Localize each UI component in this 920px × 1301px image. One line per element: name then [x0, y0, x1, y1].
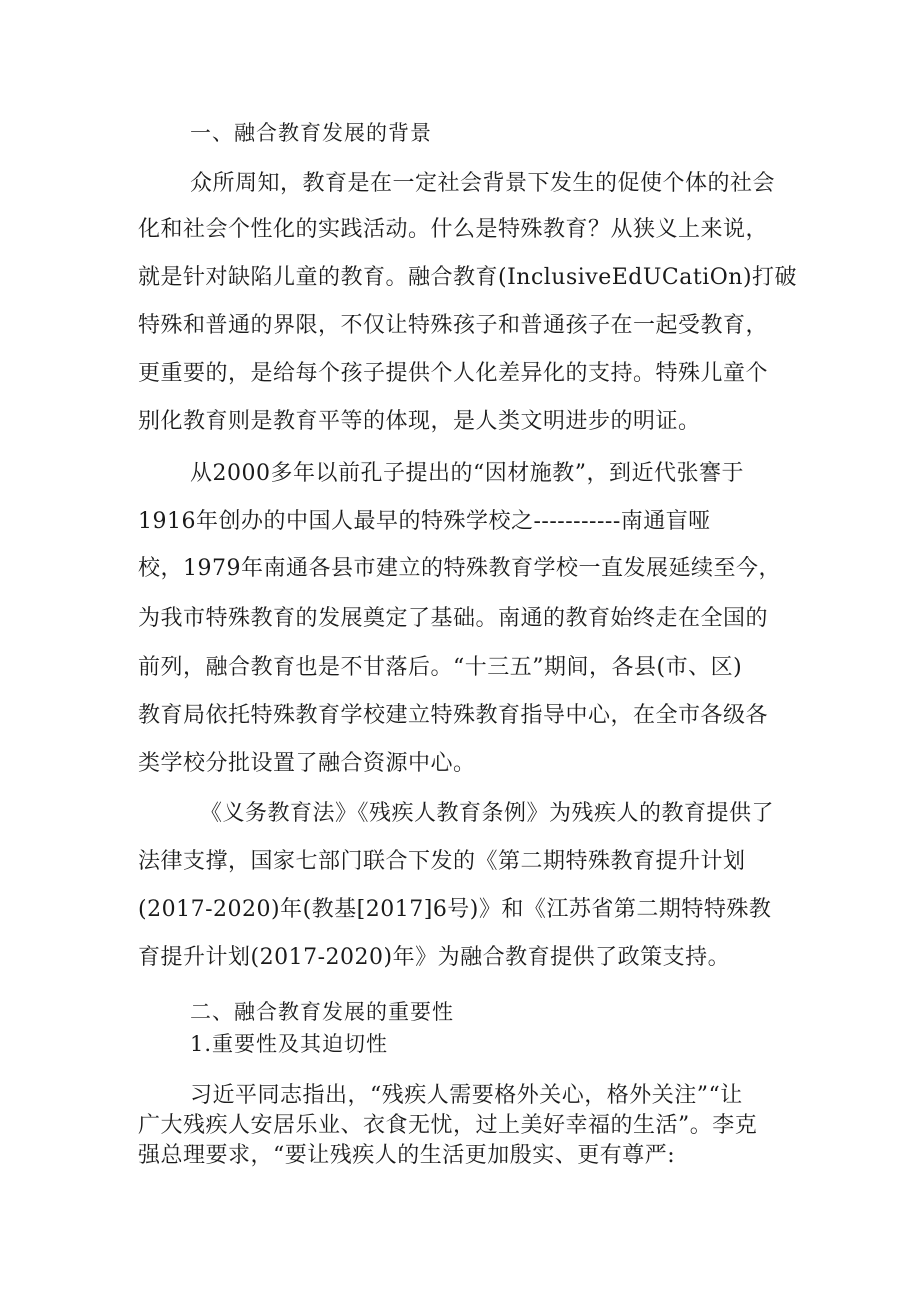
- paragraph-line: 从2000多年以前孔子提出的“因材施教”，到近代张謇于: [190, 461, 744, 486]
- section-2-heading: 二、融合教育发展的重要性: [190, 1000, 454, 1024]
- paragraph-line: 就是针对缺陷儿童的教育。融合教育(InclusiveEdUCatiOn)打破: [138, 265, 798, 290]
- paragraph-line: 1916年创办的中国人最早的特殊学校之-----------南通盲哑: [138, 509, 711, 534]
- paragraph-line: (2017-2020)年(教基[2017]6号)》和《江苏省第二期特特殊教: [138, 897, 772, 922]
- paragraph-line: 前列，融合教育也是不甘落后。“十三五”期间，各县(市、区): [138, 655, 743, 680]
- paragraph-line: 习近平同志指出，“残疾人需要格外关心，格外关注”“让: [190, 1083, 743, 1108]
- paragraph-line: 教育局依托特殊教育学校建立特殊教育指导中心，在全市各级各: [138, 703, 769, 728]
- section-1-heading: 一、融合教育发展的背景: [190, 121, 432, 145]
- section-2-subheading: 1.重要性及其迫切性: [190, 1032, 389, 1056]
- paragraph-line: 广大残疾人安居乐业、衣食无忧，过上美好幸福的生活”。李克: [138, 1113, 758, 1138]
- paragraph-line: 化和社会个性化的实践活动。什么是特殊教育？从狭义上来说，: [138, 217, 769, 242]
- paragraph-line: 校，1979年南通各县市建立的特殊教育学校一直发展延续至今，: [138, 556, 781, 581]
- paragraph-line: 特殊和普通的界限，不仅让特殊孩子和普通孩子在一起受教育，: [138, 313, 769, 338]
- paragraph-line: 别化教育则是教育平等的体现，是人类文明进步的明证。: [138, 409, 701, 434]
- paragraph-line: 更重要的，是给每个孩子提供个人化差异化的支持。特殊儿童个: [138, 361, 769, 386]
- paragraph-line: 育提升计划(2017-2020)年》为融合教育提供了政策支持。: [138, 945, 731, 970]
- paragraph-line: 为我市特殊教育的发展奠定了基础。南通的教育始终走在全国的: [138, 606, 769, 631]
- paragraph-line: 《义务教育法》《残疾人教育条例》为残疾人的教育提供了: [200, 801, 775, 826]
- paragraph-line: 法律支撑，国家七部门联合下发的《第二期特殊教育提升计划: [138, 849, 746, 874]
- paragraph-line: 众所周知，教育是在一定社会背景下发生的促使个体的社会: [190, 171, 776, 196]
- paragraph-line: 强总理要求，“要让残疾人的生活更加殷实、更有尊严:: [138, 1143, 676, 1168]
- paragraph-line: 类学校分批设置了融合资源中心。: [138, 751, 476, 776]
